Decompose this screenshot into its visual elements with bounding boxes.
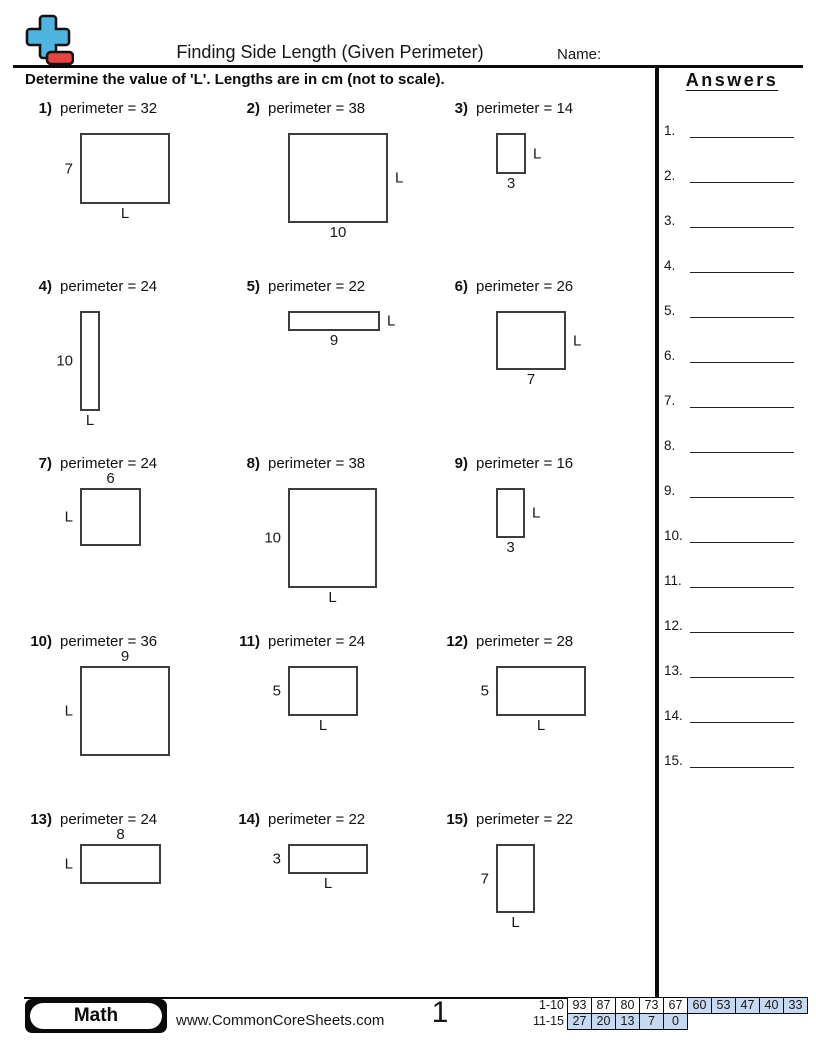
answer-number: 13. bbox=[664, 663, 683, 678]
answer-row-8 bbox=[664, 431, 794, 453]
problem-header bbox=[232, 811, 365, 828]
side-label-bottom: 3 bbox=[506, 175, 516, 192]
side-label-bottom: L bbox=[328, 589, 337, 606]
rectangle-shape bbox=[480, 844, 535, 931]
answer-row-5 bbox=[664, 296, 794, 318]
answer-blank-line[interactable] bbox=[690, 525, 794, 543]
answer-blank-line[interactable] bbox=[690, 570, 794, 588]
score-cell: 93 bbox=[567, 997, 592, 1014]
rectangle-shape bbox=[64, 470, 141, 546]
rectangle-shape bbox=[64, 826, 161, 884]
answers-separator-line bbox=[655, 67, 659, 997]
rectangle-shape bbox=[264, 488, 377, 606]
answer-row-11 bbox=[664, 566, 794, 588]
figure bbox=[64, 648, 170, 756]
score-cell: 40 bbox=[759, 997, 784, 1014]
side-label-bottom: 7 bbox=[526, 371, 536, 388]
problem-number: 5) bbox=[246, 278, 260, 295]
answer-row-13 bbox=[664, 656, 794, 678]
answer-number: 4. bbox=[664, 258, 676, 273]
side-label-left: 7 bbox=[480, 870, 489, 887]
answer-blank-line[interactable] bbox=[690, 660, 794, 678]
perimeter-label: perimeter = 22 bbox=[476, 811, 574, 828]
answer-number: 11. bbox=[664, 573, 682, 588]
problem-header bbox=[24, 811, 157, 828]
side-label-right: L bbox=[387, 312, 396, 330]
problem-14 bbox=[232, 811, 432, 981]
answer-blank-line[interactable] bbox=[690, 120, 794, 138]
side-label-left: L bbox=[64, 702, 73, 720]
problem-15 bbox=[440, 811, 640, 981]
perimeter-label: perimeter = 14 bbox=[476, 100, 574, 117]
score-cell: 47 bbox=[735, 997, 760, 1014]
answer-blank-line[interactable] bbox=[690, 255, 794, 273]
answer-blank-line[interactable] bbox=[690, 750, 794, 768]
rectangle-shape bbox=[56, 311, 100, 429]
score-cell: 73 bbox=[639, 997, 664, 1014]
figure bbox=[64, 470, 141, 546]
side-label-bottom: L bbox=[120, 205, 130, 222]
figure bbox=[264, 488, 377, 606]
figure bbox=[496, 133, 542, 192]
problem-header bbox=[440, 811, 573, 828]
score-cell: 67 bbox=[663, 997, 688, 1014]
side-label-bottom: 3 bbox=[506, 539, 515, 556]
answer-number: 9. bbox=[664, 483, 676, 498]
problem-number: 14) bbox=[238, 811, 260, 828]
perimeter-label: perimeter = 38 bbox=[268, 100, 366, 117]
problem-number: 12) bbox=[446, 633, 468, 650]
answer-row-15 bbox=[664, 746, 794, 768]
answer-row-1 bbox=[664, 116, 794, 138]
answer-row-14 bbox=[664, 701, 794, 723]
side-label-left: 10 bbox=[56, 352, 73, 370]
answer-number: 8. bbox=[664, 438, 676, 453]
side-label-right: L bbox=[395, 169, 404, 187]
answer-row-4 bbox=[664, 251, 794, 273]
rectangle-shape bbox=[272, 844, 368, 892]
problem-header bbox=[232, 455, 365, 472]
rectangle-shape bbox=[288, 311, 396, 349]
score-cell: 7 bbox=[639, 1013, 664, 1030]
score-cell: 0 bbox=[663, 1013, 688, 1030]
answer-blank-line[interactable] bbox=[690, 480, 794, 498]
answer-row-2 bbox=[664, 161, 794, 183]
problem-header bbox=[24, 633, 157, 650]
problem-1 bbox=[24, 100, 224, 270]
figure bbox=[288, 311, 396, 349]
problem-header bbox=[24, 100, 157, 117]
rectangle-shape bbox=[272, 666, 358, 734]
problem-number: 1) bbox=[38, 100, 52, 117]
side-label-right: L bbox=[573, 332, 582, 349]
side-label-top: 6 bbox=[106, 470, 115, 487]
problem-header bbox=[440, 278, 573, 295]
perimeter-label: perimeter = 22 bbox=[268, 811, 366, 828]
answer-number: 5. bbox=[664, 303, 676, 318]
problem-10 bbox=[24, 633, 224, 803]
perimeter-label: perimeter = 16 bbox=[476, 455, 574, 472]
answer-blank-line[interactable] bbox=[690, 345, 794, 363]
answer-blank-line[interactable] bbox=[690, 300, 794, 318]
answer-row-10 bbox=[664, 521, 794, 543]
problem-number: 6) bbox=[454, 278, 468, 295]
rectangle-shape bbox=[480, 666, 586, 734]
answer-number: 7. bbox=[664, 393, 676, 408]
answer-row-7 bbox=[664, 386, 794, 408]
score-cell: 13 bbox=[615, 1013, 640, 1030]
problem-11 bbox=[232, 633, 432, 803]
website-url: www.CommonCoreSheets.com bbox=[176, 1012, 385, 1029]
answer-blank-line[interactable] bbox=[690, 390, 794, 408]
answer-row-3 bbox=[664, 206, 794, 228]
score-cell: 53 bbox=[711, 997, 736, 1014]
page-title: Finding Side Length (Given Perimeter) bbox=[176, 42, 484, 62]
side-label-bottom: L bbox=[85, 412, 95, 429]
problem-6 bbox=[440, 278, 640, 448]
problem-number: 13) bbox=[30, 811, 52, 828]
instruction-text: Determine the value of 'L'. Lengths are in cm (not to scale). bbox=[25, 71, 445, 88]
figure bbox=[288, 133, 404, 241]
problem-number: 3) bbox=[454, 100, 468, 117]
side-label-right: L bbox=[533, 145, 542, 162]
score-cell: 80 bbox=[615, 997, 640, 1014]
rectangle-shape bbox=[496, 133, 542, 192]
rectangle-shape bbox=[64, 648, 170, 756]
perimeter-label: perimeter = 32 bbox=[60, 100, 158, 117]
score-row-1 bbox=[528, 997, 808, 1014]
problem-header bbox=[440, 455, 573, 472]
side-label-bottom: 9 bbox=[329, 332, 339, 349]
problem-7 bbox=[24, 455, 224, 625]
side-label-left: 5 bbox=[272, 682, 281, 700]
problem-header bbox=[232, 100, 365, 117]
score-range-label: 1-10 bbox=[538, 998, 564, 1012]
score-grid bbox=[528, 997, 808, 1030]
side-label-top: 8 bbox=[116, 826, 125, 843]
figure bbox=[496, 488, 541, 556]
side-label-bottom: L bbox=[511, 914, 520, 931]
problem-header bbox=[232, 278, 365, 295]
rectangle-shape bbox=[64, 133, 170, 222]
perimeter-label: perimeter = 26 bbox=[476, 278, 574, 295]
figure bbox=[496, 311, 582, 388]
figure bbox=[272, 844, 368, 892]
problem-13 bbox=[24, 811, 224, 981]
problem-9 bbox=[440, 455, 640, 625]
score-cell: 87 bbox=[591, 997, 616, 1014]
problem-number: 11) bbox=[239, 633, 260, 650]
problem-header bbox=[440, 633, 573, 650]
math-logo-label: Math bbox=[30, 1003, 162, 1029]
problem-header bbox=[232, 633, 365, 650]
perimeter-label: perimeter = 24 bbox=[60, 455, 158, 472]
figure bbox=[64, 133, 170, 222]
answer-blank-line[interactable] bbox=[690, 435, 794, 453]
answer-blank-line[interactable] bbox=[690, 165, 794, 183]
rectangle-shape bbox=[288, 133, 404, 241]
score-row-2 bbox=[528, 1013, 808, 1030]
side-label-bottom: L bbox=[323, 875, 333, 892]
name-label: Name: bbox=[557, 46, 602, 63]
math-logo bbox=[25, 999, 167, 1033]
perimeter-label: perimeter = 24 bbox=[60, 278, 158, 295]
answer-number: 6. bbox=[664, 348, 676, 363]
perimeter-label: perimeter = 24 bbox=[60, 811, 158, 828]
page-number: 1 bbox=[431, 996, 449, 1029]
problem-header bbox=[24, 278, 157, 295]
problem-number: 7) bbox=[38, 455, 52, 472]
problem-number: 2) bbox=[246, 100, 260, 117]
figure bbox=[56, 311, 100, 429]
answer-number: 14. bbox=[664, 708, 683, 723]
answer-blank-line[interactable] bbox=[690, 210, 794, 228]
problem-number: 15) bbox=[446, 811, 468, 828]
side-label-left: 7 bbox=[64, 160, 73, 177]
perimeter-label: perimeter = 36 bbox=[60, 633, 158, 650]
side-label-left: L bbox=[64, 855, 73, 873]
perimeter-label: perimeter = 22 bbox=[268, 278, 366, 295]
answer-row-9 bbox=[664, 476, 794, 498]
answer-row-12 bbox=[664, 611, 794, 633]
answer-number: 2. bbox=[664, 168, 676, 183]
score-cell: 33 bbox=[783, 997, 808, 1014]
perimeter-label: perimeter = 38 bbox=[268, 455, 366, 472]
score-range-label: 11-15 bbox=[532, 1014, 564, 1028]
side-label-left: 10 bbox=[264, 529, 281, 547]
answer-number: 3. bbox=[664, 213, 676, 228]
side-label-bottom: L bbox=[536, 717, 546, 734]
score-cell: 27 bbox=[567, 1013, 592, 1030]
perimeter-label: perimeter = 24 bbox=[268, 633, 366, 650]
problem-header bbox=[440, 100, 573, 117]
side-label-left: 3 bbox=[272, 850, 281, 868]
answer-number: 12. bbox=[664, 618, 683, 633]
answer-row-6 bbox=[664, 341, 794, 363]
problem-12 bbox=[440, 633, 640, 803]
perimeter-label: perimeter = 28 bbox=[476, 633, 574, 650]
answer-number: 1. bbox=[664, 123, 676, 138]
problem-number: 9) bbox=[454, 455, 468, 472]
answer-number: 10. bbox=[664, 528, 683, 543]
side-label-left: 5 bbox=[480, 682, 489, 700]
problem-number: 10) bbox=[30, 633, 52, 650]
problem-8 bbox=[232, 455, 432, 625]
problem-number: 8) bbox=[246, 455, 260, 472]
side-label-bottom: L bbox=[318, 717, 328, 734]
figure bbox=[480, 666, 586, 734]
answer-blank-line[interactable] bbox=[690, 705, 794, 723]
side-label-left: L bbox=[64, 508, 73, 526]
side-label-bottom: 10 bbox=[329, 224, 347, 241]
score-cell: 20 bbox=[591, 1013, 616, 1030]
problem-header bbox=[24, 455, 157, 472]
rectangle-shape bbox=[496, 488, 541, 556]
rectangle-shape bbox=[496, 311, 582, 388]
score-cell: 60 bbox=[687, 997, 712, 1014]
problem-5 bbox=[232, 278, 432, 448]
problem-4 bbox=[24, 278, 224, 448]
problem-number: 4) bbox=[38, 278, 52, 295]
figure bbox=[272, 666, 358, 734]
problem-2 bbox=[232, 100, 432, 270]
side-label-right: L bbox=[532, 504, 541, 522]
answers-title: Answers bbox=[685, 70, 779, 90]
answer-number: 15. bbox=[664, 753, 683, 768]
problem-3 bbox=[440, 100, 640, 270]
side-label-top: 9 bbox=[120, 648, 130, 665]
figure bbox=[480, 844, 535, 931]
figure bbox=[64, 826, 161, 884]
answer-blank-line[interactable] bbox=[690, 615, 794, 633]
